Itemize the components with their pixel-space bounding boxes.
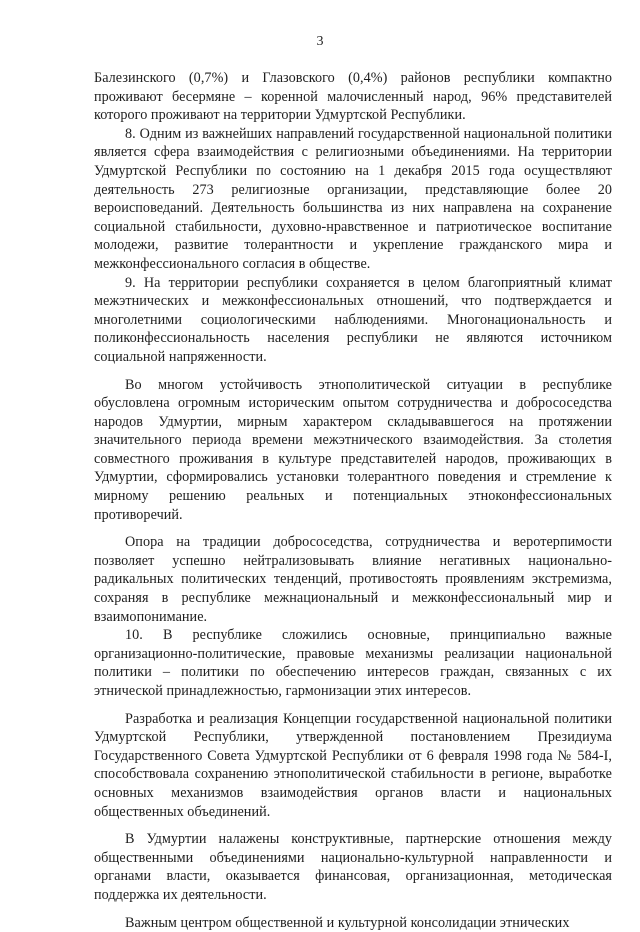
paragraph-concept-1998: Разработка и реализация Концепции государственной национальной политики Удмуртской Республики, утвержденной постановлением Президиума Государственного Совета Удмуртской Республики от 6 февраля 1998 года № 584-I, способствовала сохранению этнополитической стабильности в регионе, выработке основных механизмов взаимодействия органов власти и национальных общественных объединений. [94,710,612,820]
paragraph-gap [94,821,612,830]
paragraph-gap [94,367,612,376]
paragraph-stability-history: Во многом устойчивость этнополитической ситуации в республике обусловлена огромным историческим опытом сотрудничества и добрососедства народов Удмуртии, мирным характером складывавшегося на протяжении значительного периода времени межэтнического взаимодействия. За столетия совместного проживания в культуре представителей народов, проживающих в Удмуртии, сформировались установки толерантного поведения и стремление к мирному решению реальных и потенциальных этноконфессиональных противоречий. [94,376,612,523]
paragraph-gap [94,905,612,914]
paragraph-consolidation-center: Важным центром общественной и культурной консолидации этнических [125,914,570,931]
page-number: 3 [316,34,324,49]
paragraph-10-mechanisms: 10. В республике сложились основные, принципиально важные организационно-политические, правовые механизмы реализации национальной политики – политики по обеспечению интересов граждан, связанных с их этнической принадлежностью, гармонизации этих интересов. [94,627,612,699]
document-body [94,69,612,932]
paragraph-gap [94,524,612,533]
paragraph-tolerance-traditions: Опора на традиции добрососедства, сотрудничества и веротерпимости позволяет успешно нейтрализовывать влияние негативных национально-радикальных политических тенденций, противостоять проявлениям экстремизма, сохраняя в республике межнациональный и межконфессиональный мир и взаимопонимание. [94,534,612,625]
paragraph-9-interethnic-climate: 9. На территории республики сохраняется в целом благоприятный климат межэтнических и межконфессиональных отношений, что подтверждается и многолетними социологическими наблюдениями. Многонациональность и поликонфессиональность населения республики не являются источником социальной напряженности. [94,274,612,365]
paragraph-partnership: В Удмуртии налажены конструктивные, партнерские отношения между общественными объединениями национально-культурной направленности и органами власти, оказывается финансовая, организационная, методическая поддержка их деятельности. [94,831,612,903]
paragraph-continuation: Балезинского (0,7%) и Глазовского (0,4%) районов республики компактно проживают бесермяне – коренной малочисленный народ, 96% представителей которого проживают на территории Удмуртской Республики. [94,70,612,124]
paragraph-8-religious-organizations: 8. Одним из важнейших направлений государственной национальной политики является сфера взаимодействия с религиозными объединениями. На территории Удмуртской Республики по состоянию на 1 декабря 2015 года осуществляют деятельность 273 религиозные организации, представляющие более 20 вероисповеданий. Деятельность большинства из них направлена на сохранение социальной стабильности, духовно-нравственное и патриотическое воспитание молодежи, развитие толерантности и укрепление гражданского мира и межконфессионального согласия в обществе. [94,125,612,272]
paragraph-gap [94,701,612,710]
